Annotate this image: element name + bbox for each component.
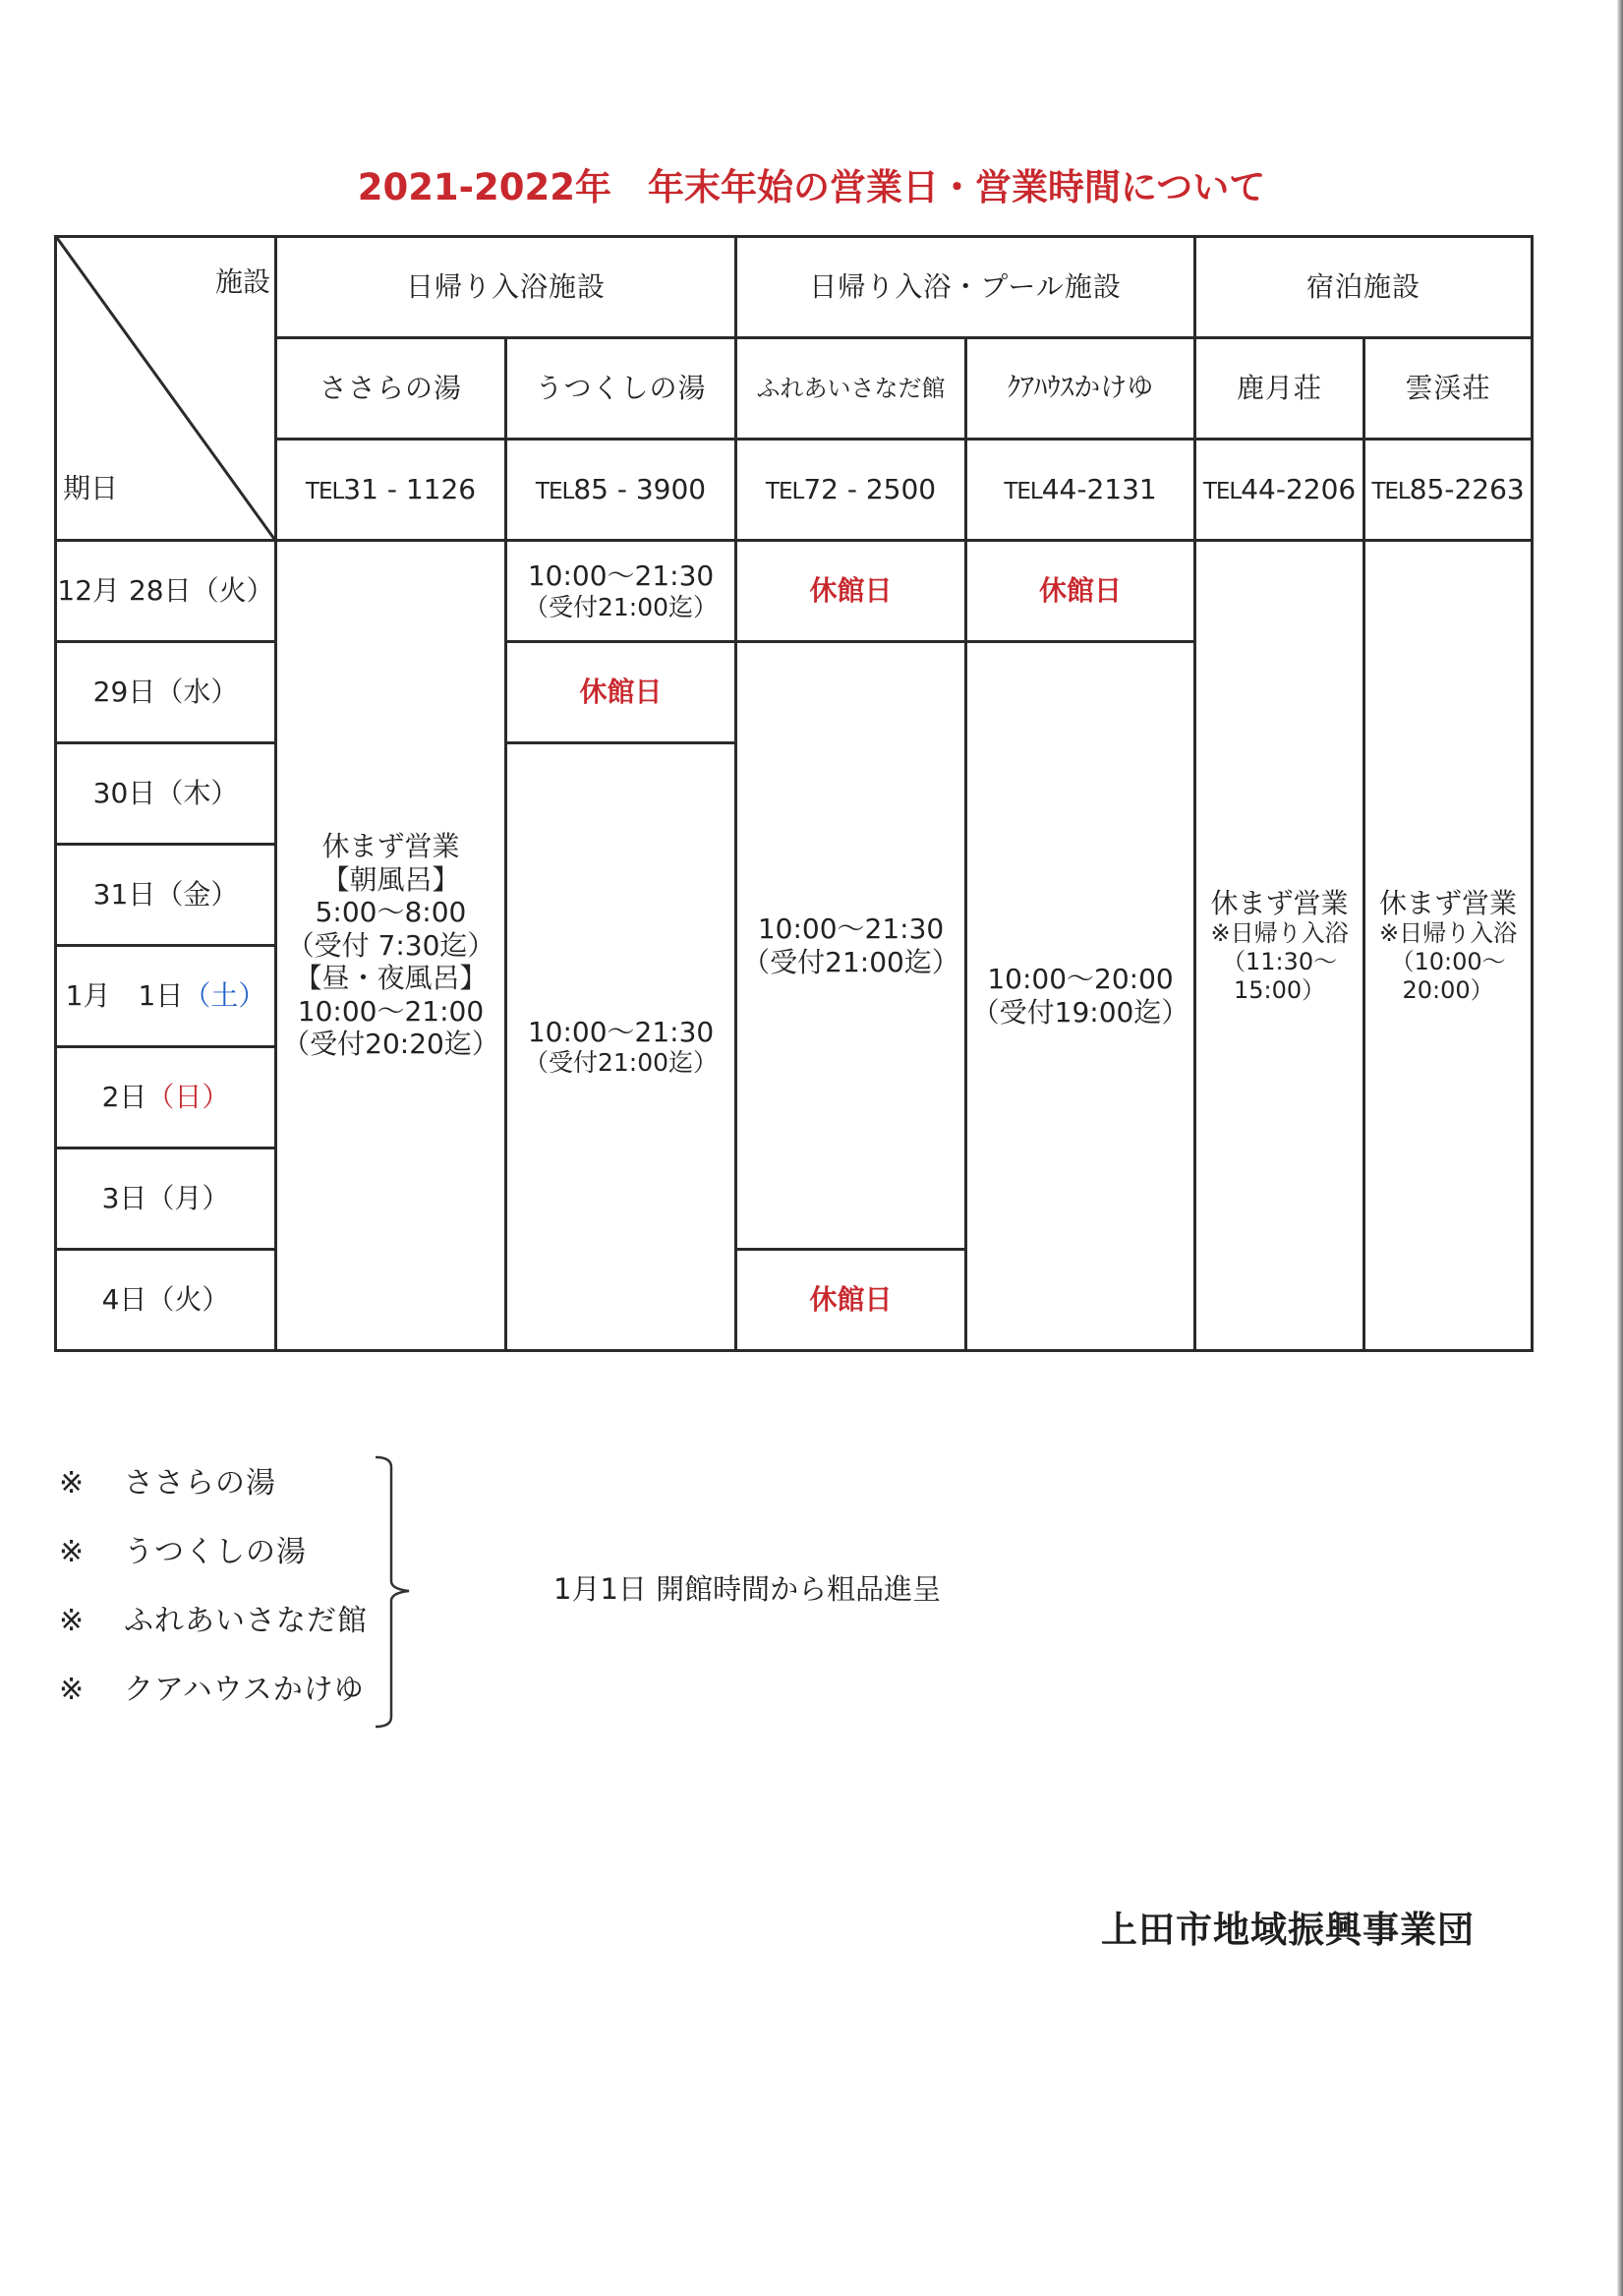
- hours-line: 【昼・夜風呂】: [294, 962, 488, 995]
- hours-line: ※日帰り入浴: [1210, 919, 1349, 948]
- hours-line: 10:00～20:00: [987, 963, 1174, 996]
- note-item: [59, 1457, 368, 1526]
- hours-line: （11:30～: [1221, 947, 1338, 975]
- phone-kagetsu: [1195, 440, 1364, 541]
- tel-prefix: TEL: [1004, 479, 1042, 505]
- group-day-bath-pool: 日帰り入浴・プール施設: [736, 237, 1195, 338]
- note-facility: ふれあいさなだ館: [124, 1604, 368, 1638]
- date-day: 3日: [101, 1182, 147, 1215]
- kagetsu-hours: [1195, 541, 1364, 1351]
- tel-prefix: TEL: [1371, 479, 1410, 505]
- phone-fureai-sanada: [736, 440, 966, 541]
- date-cell: [56, 642, 276, 743]
- date-cell: [56, 946, 276, 1047]
- date-day: 28日: [128, 574, 192, 608]
- facility-utsukushi: うつくしの湯: [506, 338, 736, 440]
- date-row: [56, 541, 1533, 642]
- tel-prefix: TEL: [765, 479, 804, 505]
- note-mark: ※: [59, 1535, 86, 1569]
- group-lodging: 宿泊施設: [1195, 237, 1533, 338]
- date-weekday: （金）: [155, 878, 239, 912]
- fureai-hours: [736, 642, 966, 1250]
- hours-line: ※日帰り入浴: [1378, 919, 1518, 948]
- date-day: 4日: [101, 1283, 147, 1317]
- hours-line: 【朝風呂】: [321, 862, 460, 896]
- tel-prefix: TEL: [535, 479, 574, 505]
- date-month: 1月: [65, 979, 111, 1013]
- date-weekday: （火）: [191, 574, 274, 608]
- date-month: 12月: [57, 574, 121, 608]
- date-day: 31日: [92, 878, 156, 912]
- note-facility: ささらの湯: [124, 1466, 276, 1501]
- facility-sasara: ささらの湯: [276, 338, 506, 440]
- hours-line: 休まず営業: [1210, 886, 1349, 919]
- gift-note: 1月1日 開館時間から粗品進呈: [553, 1572, 942, 1606]
- fureai-closed-4: 休館日: [736, 1250, 966, 1351]
- hours-line: （10:00～: [1390, 947, 1506, 975]
- hours-line: 10:00～21:30: [757, 912, 945, 945]
- phone-kurhaus-kakeyu: [966, 440, 1195, 541]
- utsukushi-hours-28: [506, 541, 736, 642]
- hours-line: 5:00～8:00: [315, 896, 467, 929]
- phone-number: 72 - 2500: [803, 473, 937, 506]
- date-weekday-saturday: （土）: [183, 979, 266, 1013]
- page-edge-shadow: [1617, 0, 1623, 2296]
- group-day-bath: 日帰り入浴施設: [276, 237, 736, 338]
- facility-unkei: 雲渓荘: [1364, 338, 1533, 440]
- date-cell: [56, 845, 276, 946]
- organization-name: 上田市地域振興事業団: [1101, 1909, 1475, 1951]
- note-item: [59, 1526, 368, 1595]
- tel-prefix: TEL: [305, 479, 344, 505]
- date-weekday-sunday: （日）: [146, 1081, 230, 1114]
- notes-list: [59, 1457, 368, 1733]
- facility-corner-label: 施設: [214, 265, 270, 298]
- reception-line: （受付21:00迄）: [523, 1048, 719, 1078]
- utsukushi-hours-rest: [506, 743, 736, 1351]
- hours-line: 15:00）: [1233, 975, 1326, 1004]
- date-day: 1日: [138, 979, 184, 1013]
- date-weekday: （火）: [146, 1283, 230, 1317]
- fureai-closed-28: 休館日: [736, 541, 966, 642]
- phone-number: 44-2206: [1241, 473, 1357, 506]
- phone-number: 85-2263: [1409, 473, 1525, 506]
- sasara-hours: [276, 541, 506, 1351]
- note-mark: ※: [59, 1673, 86, 1707]
- header-row-groups: [56, 237, 1533, 338]
- note-item: [59, 1664, 368, 1733]
- date-day: 29日: [92, 676, 156, 709]
- phone-utsukushi: [506, 440, 736, 541]
- date-cell: [56, 1047, 276, 1148]
- schedule-table: [54, 235, 1534, 1352]
- facility-kagetsu: 鹿月荘: [1195, 338, 1364, 440]
- header-row-facilities: [56, 338, 1533, 440]
- hours-line: 10:00～21:30: [527, 559, 715, 593]
- phone-number: 85 - 3900: [573, 473, 707, 506]
- date-cell: [56, 1148, 276, 1250]
- tel-prefix: TEL: [1202, 479, 1242, 505]
- reception-line: （受付21:00迄）: [742, 945, 959, 978]
- hours-line: （受付20:20迄）: [282, 1028, 499, 1061]
- hours-line: 20:00）: [1402, 975, 1494, 1004]
- phone-number: 31 - 1126: [343, 473, 477, 506]
- kakeyu-closed-28: 休館日: [966, 541, 1195, 642]
- date-day: 30日: [92, 777, 156, 810]
- note-item: [59, 1595, 368, 1664]
- date-cell: [56, 1250, 276, 1351]
- date-corner-label: 期日: [63, 472, 119, 505]
- phone-number: 44-2131: [1041, 473, 1157, 506]
- date-weekday: （木）: [155, 777, 239, 810]
- phone-unkei: [1364, 440, 1533, 541]
- corner-cell: [56, 237, 276, 541]
- header-row-phones: [56, 440, 1533, 541]
- hours-line: 休まず営業: [1379, 886, 1518, 919]
- note-mark: ※: [59, 1466, 86, 1501]
- date-day: 2日: [101, 1081, 147, 1114]
- note-facility: クアハウスかけゆ: [124, 1673, 365, 1707]
- hours-line: （受付 7:30迄）: [286, 928, 495, 962]
- note-mark: ※: [59, 1604, 86, 1638]
- date-weekday: （水）: [155, 676, 239, 709]
- utsukushi-closed-29: 休館日: [506, 642, 736, 743]
- date-weekday: （月）: [146, 1182, 230, 1215]
- page-title: 2021-2022年 年末年始の営業日・営業時間について: [357, 166, 1266, 208]
- reception-line: （受付19:00迄）: [971, 996, 1189, 1029]
- hours-line: 休まず営業: [321, 829, 460, 862]
- unkei-hours: [1364, 541, 1533, 1351]
- facility-kurhaus-kakeyu: ｸｱﾊｳｽかけゆ: [966, 338, 1195, 440]
- facility-fureai-sanada: ふれあいさなだ館: [736, 338, 966, 440]
- date-cell: [56, 541, 276, 642]
- right-brace: [374, 1455, 413, 1731]
- hours-line: 10:00～21:00: [297, 994, 485, 1028]
- date-cell: [56, 743, 276, 845]
- phone-sasara: [276, 440, 506, 541]
- reception-line: （受付21:00迄）: [523, 592, 719, 621]
- hours-line: 10:00～21:30: [527, 1015, 715, 1048]
- kakeyu-hours: [966, 642, 1195, 1351]
- note-facility: うつくしの湯: [124, 1535, 307, 1569]
